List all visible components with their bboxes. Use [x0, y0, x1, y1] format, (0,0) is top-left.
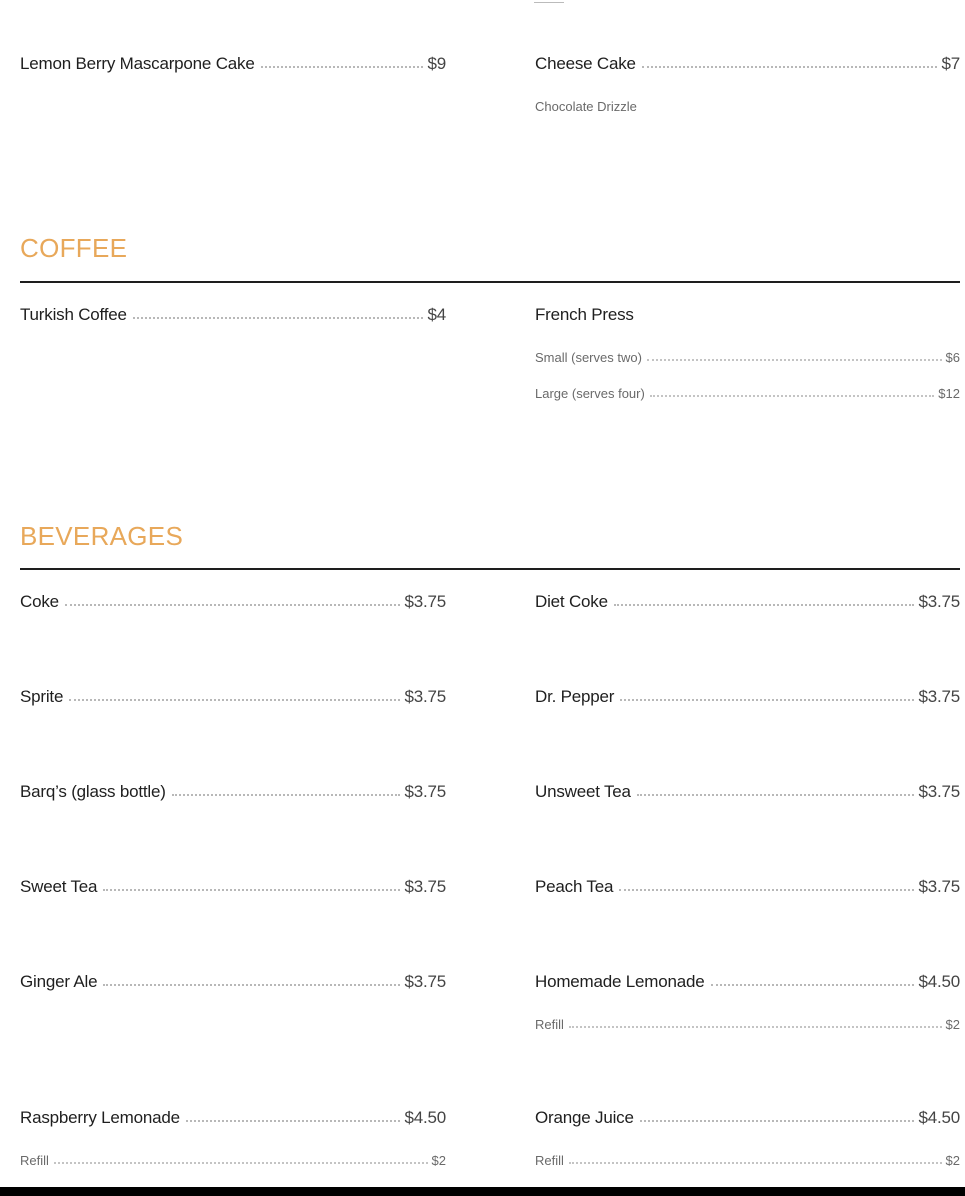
dot-leader — [711, 983, 915, 986]
item-price: $4.50 — [404, 1108, 446, 1127]
item-name: Sweet Tea — [20, 877, 98, 896]
menu-item-sprite — [20, 687, 446, 707]
refill-label: Refill — [535, 1017, 564, 1032]
refill-raspberry-lemonade — [20, 1153, 446, 1168]
item-name: Cheese Cake — [535, 54, 636, 73]
dot-leader — [133, 316, 424, 319]
item-price: $4.50 — [918, 972, 960, 991]
menu-item-unsweet-tea — [535, 782, 960, 802]
menu-item-ginger-ale — [20, 972, 446, 992]
item-price: $3.75 — [404, 782, 446, 801]
item-price: $3.75 — [404, 972, 446, 991]
dot-leader — [569, 1161, 942, 1164]
dot-leader — [647, 358, 942, 361]
dot-leader — [620, 698, 914, 701]
refill-price: $2 — [431, 1153, 446, 1168]
item-price: $3.75 — [918, 877, 960, 896]
refill-label: Refill — [20, 1153, 49, 1168]
item-price: $3.75 — [918, 782, 960, 801]
option-label: Small (serves two) — [535, 350, 642, 365]
menu-item-french-press — [535, 305, 960, 325]
option-price: $6 — [945, 350, 960, 365]
item-name: Coke — [20, 592, 59, 611]
item-name: Turkish Coffee — [20, 305, 127, 324]
section-title-coffee: COFFEE — [20, 233, 128, 263]
item-name: Unsweet Tea — [535, 782, 631, 801]
dot-leader — [69, 698, 400, 701]
menu-item-raspberry-lemonade — [20, 1108, 446, 1128]
dot-leader — [261, 65, 424, 68]
menu-item-turkish-coffee — [20, 305, 446, 325]
menu-item-cheese-cake — [535, 54, 960, 74]
item-note-chocolate-drizzle: Chocolate Drizzle — [535, 99, 637, 114]
item-price: $3.75 — [404, 687, 446, 706]
item-name: Homemade Lemonade — [535, 972, 705, 991]
option-price: $12 — [938, 386, 960, 401]
footer-bar — [0, 1187, 965, 1196]
item-price: $3.75 — [404, 592, 446, 611]
refill-orange-juice — [535, 1153, 960, 1168]
dot-leader — [640, 1119, 915, 1122]
menu-item-diet-coke — [535, 592, 960, 612]
dot-leader — [642, 65, 938, 68]
dot-leader — [186, 1119, 401, 1122]
menu-item-dr-pepper — [535, 687, 960, 707]
item-price: $7 — [941, 54, 960, 73]
dot-leader — [637, 793, 915, 796]
option-label: Large (serves four) — [535, 386, 645, 401]
item-price: $3.75 — [918, 687, 960, 706]
section-divider — [20, 281, 960, 283]
dot-leader — [650, 394, 934, 397]
option-small-serves-two — [535, 350, 960, 365]
item-name: Sprite — [20, 687, 64, 706]
menu-item-lemon-berry-mascarpone-cake — [20, 54, 446, 74]
menu-item-homemade-lemonade — [535, 972, 960, 992]
item-name: Lemon Berry Mascarpone Cake — [20, 54, 255, 73]
item-name: Barq’s (glass bottle) — [20, 782, 166, 801]
section-title-beverages: BEVERAGES — [20, 521, 184, 551]
top-clipped-heading-edge — [534, 0, 564, 3]
item-name: Dr. Pepper — [535, 687, 615, 706]
section-divider — [20, 568, 960, 570]
dot-leader — [614, 603, 915, 606]
item-name: French Press — [535, 305, 634, 324]
refill-price: $2 — [945, 1153, 960, 1168]
menu-item-barqs — [20, 782, 446, 802]
menu-item-coke — [20, 592, 446, 612]
menu-item-sweet-tea — [20, 877, 446, 897]
dot-leader — [569, 1025, 942, 1028]
menu-item-orange-juice — [535, 1108, 960, 1128]
refill-price: $2 — [945, 1017, 960, 1032]
option-large-serves-four — [535, 386, 960, 401]
item-name: Raspberry Lemonade — [20, 1108, 180, 1127]
refill-label: Refill — [535, 1153, 564, 1168]
dot-leader — [619, 888, 914, 891]
refill-homemade-lemonade — [535, 1017, 960, 1032]
item-name: Orange Juice — [535, 1108, 634, 1127]
dot-leader — [103, 888, 400, 891]
item-price: $3.75 — [404, 877, 446, 896]
item-name: Diet Coke — [535, 592, 608, 611]
item-name: Peach Tea — [535, 877, 614, 896]
item-name: Ginger Ale — [20, 972, 98, 991]
item-price: $4 — [427, 305, 446, 324]
dot-leader — [103, 983, 400, 986]
dot-leader — [172, 793, 401, 796]
dot-leader — [54, 1161, 428, 1164]
item-price: $4.50 — [918, 1108, 960, 1127]
item-price: $3.75 — [918, 592, 960, 611]
item-price: $9 — [427, 54, 446, 73]
menu-item-peach-tea — [535, 877, 960, 897]
dot-leader — [65, 603, 401, 606]
